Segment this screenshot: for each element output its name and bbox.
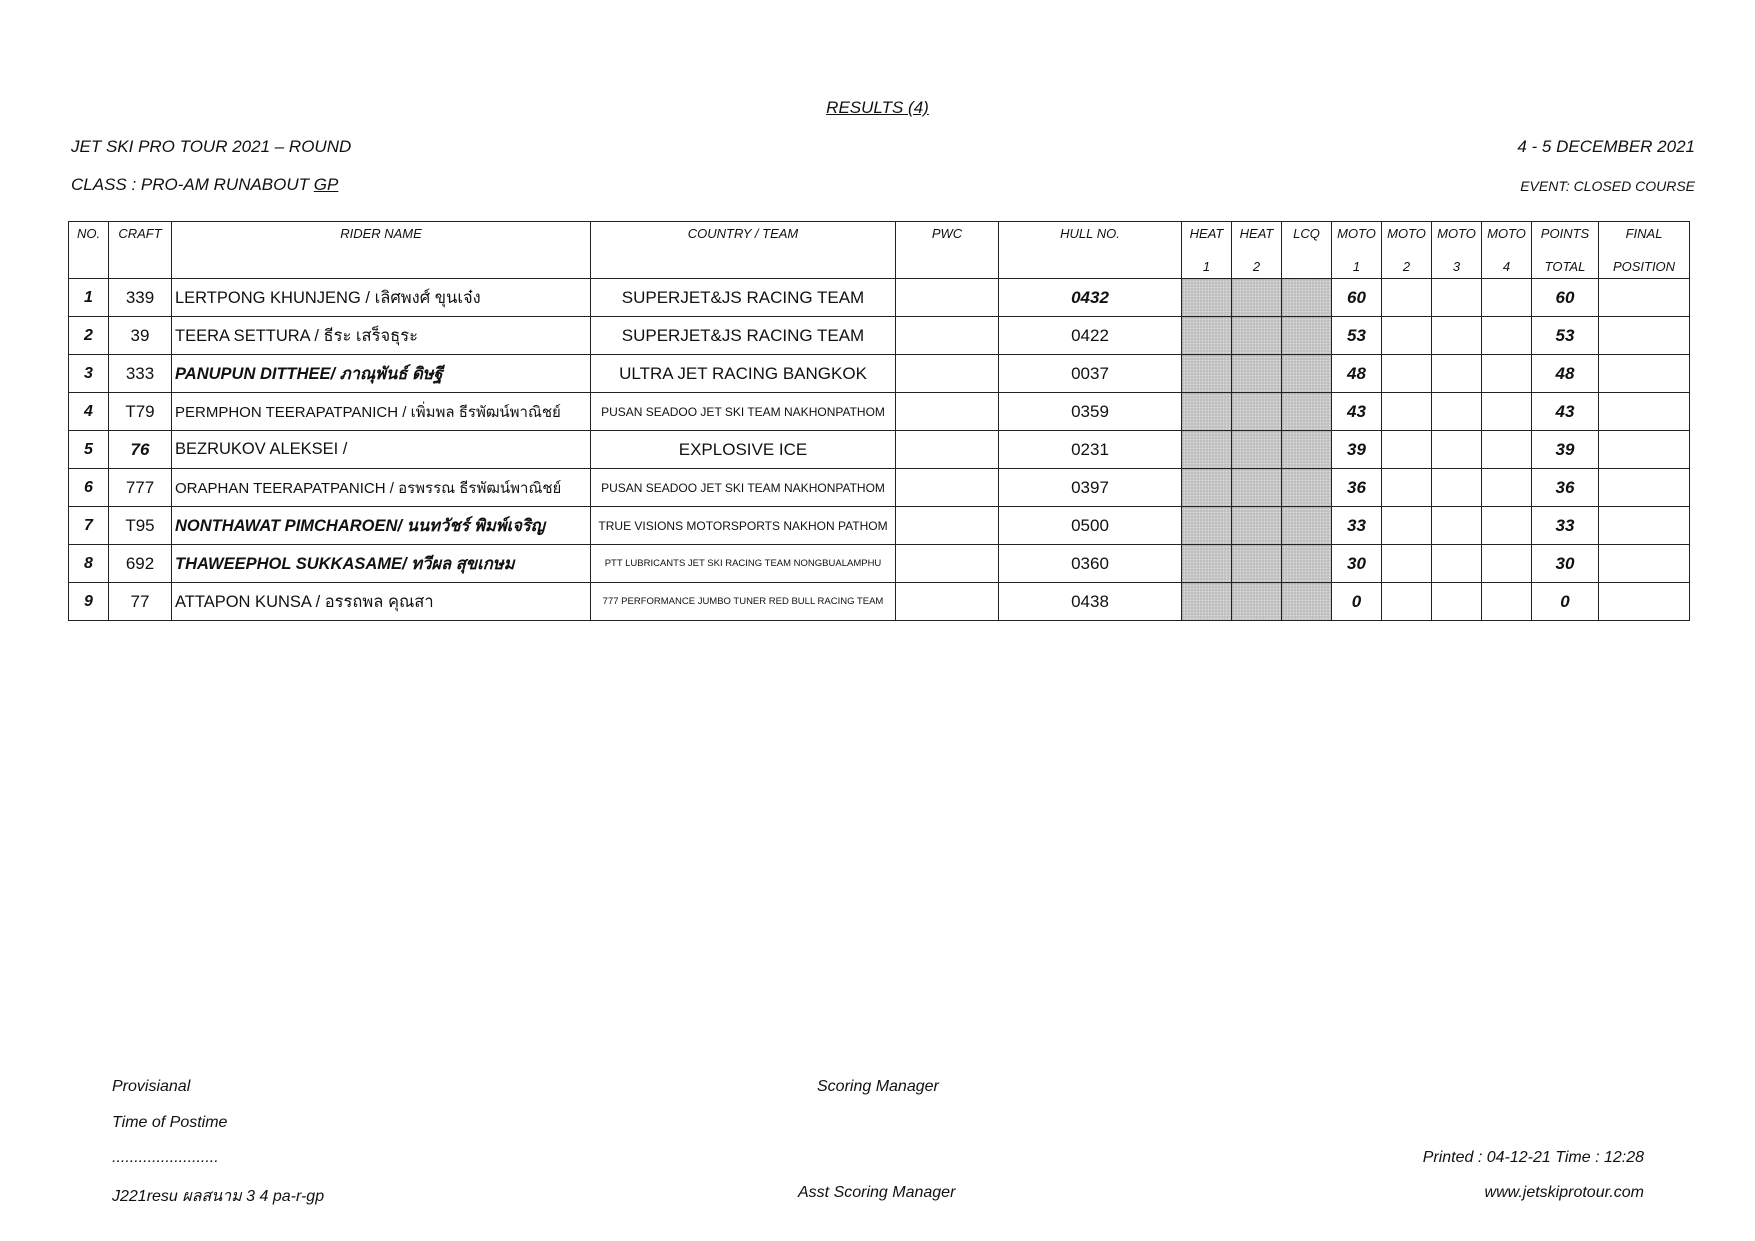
event-type: EVENT: CLOSED COURSE: [1520, 178, 1695, 194]
moto3-points: [1432, 431, 1482, 469]
moto3-points: [1432, 545, 1482, 583]
pwc: [896, 317, 999, 355]
moto3-points: [1432, 355, 1482, 393]
col-pwc: PWC: [896, 222, 999, 279]
moto3-points: [1432, 279, 1482, 317]
hull-number: 0438: [999, 583, 1182, 621]
hull-number: 0432: [999, 279, 1182, 317]
rider-name: LERTPONG KHUNJENG / เลิศพงศ์ ขุนเจ๋ง: [172, 279, 591, 317]
team-name: SUPERJET&JS RACING TEAM: [591, 317, 896, 355]
heat2-cell: [1232, 355, 1282, 393]
moto4-points: [1482, 355, 1532, 393]
points-total: 60: [1532, 279, 1599, 317]
col-final-position: FINAL POSITION: [1599, 222, 1690, 279]
heat2-cell: [1232, 545, 1282, 583]
heat1-cell: [1182, 317, 1232, 355]
scoring-manager-label: Scoring Manager: [817, 1078, 939, 1095]
pwc: [896, 393, 999, 431]
heat2-cell: [1232, 431, 1282, 469]
table-row: [69, 279, 1690, 317]
moto4-points: [1482, 393, 1532, 431]
lcq-cell: [1282, 317, 1332, 355]
lcq-cell: [1282, 583, 1332, 621]
moto4-points: [1482, 469, 1532, 507]
rider-name: ORAPHAN TEERAPATPANICH / อรพรรณ ธีรพัฒน์พาณิชย์: [172, 469, 591, 507]
moto4-points: [1482, 507, 1532, 545]
team-name: PUSAN SEADOO JET SKI TEAM NAKHONPATHOM: [591, 469, 896, 507]
final-position: [1599, 431, 1690, 469]
moto1-points: 48: [1332, 355, 1382, 393]
lcq-cell: [1282, 393, 1332, 431]
moto1-points: 53: [1332, 317, 1382, 355]
table-row: [69, 393, 1690, 431]
rider-name: NONTHAWAT PIMCHAROEN/ นนทวัชร์ พิมพ์เจริญ: [172, 507, 591, 545]
hull-number: 0500: [999, 507, 1182, 545]
pwc: [896, 507, 999, 545]
class-gp: GP: [313, 175, 339, 194]
pwc: [896, 355, 999, 393]
hull-number: 0360: [999, 545, 1182, 583]
hull-number: 0359: [999, 393, 1182, 431]
final-position: [1599, 545, 1690, 583]
col-hull: HULL NO.: [999, 222, 1182, 279]
class-label: CLASS : PRO-AM RUNABOUT: [71, 175, 314, 194]
craft-number: 692: [109, 545, 172, 583]
moto3-points: [1432, 469, 1482, 507]
moto3-points: [1432, 507, 1482, 545]
heat2-cell: [1232, 507, 1282, 545]
heat1-cell: [1182, 583, 1232, 621]
heat2-cell: [1232, 469, 1282, 507]
rider-name: TEERA SETTURA / ธีระ เสร็จธุระ: [172, 317, 591, 355]
row-no: 7: [69, 507, 109, 545]
row-no: 5: [69, 431, 109, 469]
heat2-cell: [1232, 317, 1282, 355]
final-position: [1599, 507, 1690, 545]
craft-number: 39: [109, 317, 172, 355]
row-no: 4: [69, 393, 109, 431]
row-no: 1: [69, 279, 109, 317]
event-date: 4 - 5 DECEMBER 2021: [1517, 137, 1695, 156]
points-total: 48: [1532, 355, 1599, 393]
lcq-cell: [1282, 469, 1332, 507]
moto3-points: [1432, 317, 1482, 355]
craft-number: 333: [109, 355, 172, 393]
table-row: [69, 507, 1690, 545]
moto2-points: [1382, 507, 1432, 545]
moto2-points: [1382, 279, 1432, 317]
table-row: [69, 431, 1690, 469]
provisional-label: Provisianal: [112, 1078, 191, 1095]
col-heat2: HEAT 2: [1232, 222, 1282, 279]
row-no: 3: [69, 355, 109, 393]
rider-name: PERMPHON TEERAPATPANICH / เพิ่มพล ธีรพัฒน์พาณิชย์: [172, 393, 591, 431]
results-title: RESULTS (4): [826, 98, 929, 117]
team-name: PUSAN SEADOO JET SKI TEAM NAKHONPATHOM: [591, 393, 896, 431]
hull-number: 0037: [999, 355, 1182, 393]
postime-blank: ........................: [112, 1149, 219, 1166]
rider-name: BEZRUKOV ALEKSEI /: [172, 431, 591, 469]
heat2-cell: [1232, 583, 1282, 621]
col-lcq: LCQ: [1282, 222, 1332, 279]
pwc: [896, 469, 999, 507]
heat2-cell: [1232, 393, 1282, 431]
final-position: [1599, 355, 1690, 393]
moto2-points: [1382, 469, 1432, 507]
final-position: [1599, 393, 1690, 431]
table-row: [69, 545, 1690, 583]
team-name: TRUE VISIONS MOTORSPORTS NAKHON PATHOM: [591, 507, 896, 545]
moto1-points: 60: [1332, 279, 1382, 317]
rider-name: PANUPUN DITTHEE/ ภาณุพันธ์ ดิษฐี: [172, 355, 591, 393]
moto1-points: 30: [1332, 545, 1382, 583]
col-moto1: MOTO 1: [1332, 222, 1382, 279]
lcq-cell: [1282, 355, 1332, 393]
team-name: SUPERJET&JS RACING TEAM: [591, 279, 896, 317]
row-no: 9: [69, 583, 109, 621]
moto2-points: [1382, 431, 1432, 469]
results-table: [68, 221, 1690, 621]
points-total: 33: [1532, 507, 1599, 545]
lcq-cell: [1282, 279, 1332, 317]
craft-number: 777: [109, 469, 172, 507]
craft-number: T79: [109, 393, 172, 431]
final-position: [1599, 583, 1690, 621]
heat1-cell: [1182, 507, 1232, 545]
moto1-points: 43: [1332, 393, 1382, 431]
rider-name: THAWEEPHOL SUKKASAME/ ทวีผล สุขเกษม: [172, 545, 591, 583]
moto1-points: 33: [1332, 507, 1382, 545]
col-no: NO.: [69, 222, 109, 279]
points-total: 36: [1532, 469, 1599, 507]
moto2-points: [1382, 545, 1432, 583]
row-no: 6: [69, 469, 109, 507]
moto1-points: 39: [1332, 431, 1382, 469]
moto2-points: [1382, 583, 1432, 621]
row-no: 2: [69, 317, 109, 355]
moto4-points: [1482, 279, 1532, 317]
points-total: 0: [1532, 583, 1599, 621]
printed-timestamp: Printed : 04-12-21 Time : 12:28: [1422, 1149, 1644, 1166]
heat1-cell: [1182, 393, 1232, 431]
moto4-points: [1482, 583, 1532, 621]
col-moto2: MOTO 2: [1382, 222, 1432, 279]
heat1-cell: [1182, 279, 1232, 317]
lcq-cell: [1282, 545, 1332, 583]
table-row: [69, 355, 1690, 393]
points-total: 39: [1532, 431, 1599, 469]
event-name: JET SKI PRO TOUR 2021 – ROUND: [71, 137, 352, 156]
pwc: [896, 545, 999, 583]
team-name: ULTRA JET RACING BANGKOK: [591, 355, 896, 393]
document-code: J221resu ผลสนาม 3 4 pa-r-gp: [112, 1188, 325, 1205]
craft-number: T95: [109, 507, 172, 545]
points-total: 43: [1532, 393, 1599, 431]
points-total: 30: [1532, 545, 1599, 583]
craft-number: 76: [109, 431, 172, 469]
table-row: [69, 583, 1690, 621]
craft-number: 339: [109, 279, 172, 317]
moto4-points: [1482, 545, 1532, 583]
craft-number: 77: [109, 583, 172, 621]
heat1-cell: [1182, 469, 1232, 507]
hull-number: 0422: [999, 317, 1182, 355]
col-points-total: POINTS TOTAL: [1532, 222, 1599, 279]
lcq-cell: [1282, 507, 1332, 545]
heat2-cell: [1232, 279, 1282, 317]
moto4-points: [1482, 431, 1532, 469]
lcq-cell: [1282, 431, 1332, 469]
col-moto4: MOTO 4: [1482, 222, 1532, 279]
col-craft: CRAFT: [109, 222, 172, 279]
pwc: [896, 431, 999, 469]
heat1-cell: [1182, 545, 1232, 583]
points-total: 53: [1532, 317, 1599, 355]
moto1-points: 0: [1332, 583, 1382, 621]
table-header-row: [69, 222, 1690, 279]
heat1-cell: [1182, 355, 1232, 393]
asst-scoring-manager-label: Asst Scoring Manager: [798, 1184, 956, 1201]
final-position: [1599, 317, 1690, 355]
website-url: www.jetskiprotour.com: [1484, 1184, 1644, 1201]
team-name: 777 PERFORMANCE JUMBO TUNER RED BULL RACING TEAM: [591, 583, 896, 621]
rider-name: ATTAPON KUNSA / อรรถพล คุณสา: [172, 583, 591, 621]
heat1-cell: [1182, 431, 1232, 469]
hull-number: 0231: [999, 431, 1182, 469]
time-of-postime-label: Time of Postime: [112, 1114, 228, 1131]
moto4-points: [1482, 317, 1532, 355]
final-position: [1599, 279, 1690, 317]
pwc: [896, 279, 999, 317]
row-no: 8: [69, 545, 109, 583]
final-position: [1599, 469, 1690, 507]
moto1-points: 36: [1332, 469, 1382, 507]
moto2-points: [1382, 355, 1432, 393]
class-line: [71, 175, 338, 195]
moto3-points: [1432, 583, 1482, 621]
col-heat1: HEAT 1: [1182, 222, 1232, 279]
col-rider: RIDER NAME: [172, 222, 591, 279]
moto2-points: [1382, 317, 1432, 355]
team-name: EXPLOSIVE ICE: [591, 431, 896, 469]
hull-number: 0397: [999, 469, 1182, 507]
table-row: [69, 469, 1690, 507]
col-team: COUNTRY / TEAM: [591, 222, 896, 279]
moto3-points: [1432, 393, 1482, 431]
moto2-points: [1382, 393, 1432, 431]
pwc: [896, 583, 999, 621]
team-name: PTT LUBRICANTS JET SKI RACING TEAM NONGBUALAMPHU: [591, 545, 896, 583]
col-moto3: MOTO 3: [1432, 222, 1482, 279]
table-row: [69, 317, 1690, 355]
